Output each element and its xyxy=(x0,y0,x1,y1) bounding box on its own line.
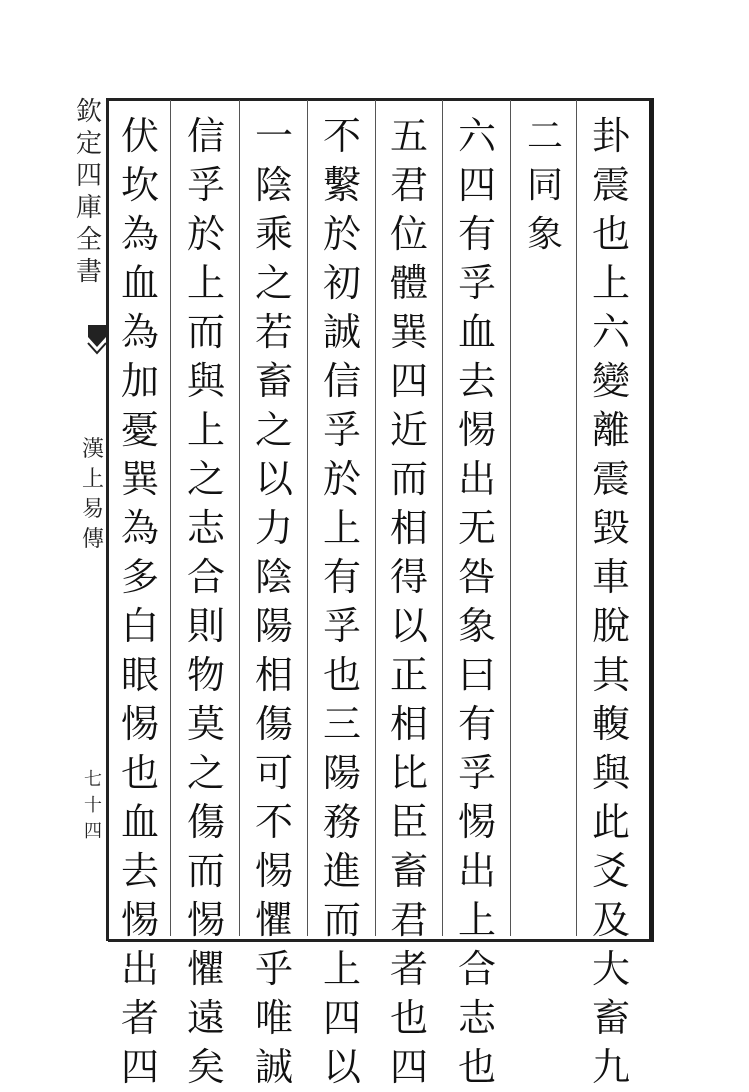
glyph: 信 xyxy=(186,114,225,158)
glyph: 惕 xyxy=(120,702,159,746)
glyph: 唯 xyxy=(254,996,293,1040)
glyph: 易 xyxy=(81,497,104,522)
glyph: 信 xyxy=(322,359,361,403)
glyph: 白 xyxy=(120,604,159,648)
glyph: 矣 xyxy=(186,1045,225,1089)
glyph: 去 xyxy=(457,359,496,403)
glyph: 為 xyxy=(120,310,159,354)
glyph: 莫 xyxy=(186,702,225,746)
glyph: 有 xyxy=(457,212,496,256)
glyph: 初 xyxy=(322,261,361,305)
glyph: 震 xyxy=(591,163,630,207)
folio-number: 七十四 xyxy=(84,769,102,842)
glyph: 書 xyxy=(75,257,102,287)
glyph: 傷 xyxy=(254,702,293,746)
glyph: 六 xyxy=(591,310,630,354)
glyph: 正 xyxy=(389,653,428,697)
glyph: 上 xyxy=(322,947,361,991)
glyph: 其 xyxy=(591,653,630,697)
glyph: 上 xyxy=(186,261,225,305)
glyph: 傷 xyxy=(186,800,225,844)
glyph: 陰 xyxy=(254,163,293,207)
glyph: 大 xyxy=(591,947,630,991)
glyph: 上 xyxy=(591,261,630,305)
glyph: 車 xyxy=(591,555,630,599)
glyph: 君 xyxy=(389,898,428,942)
glyph: 上 xyxy=(322,506,361,550)
glyph: 陽 xyxy=(254,604,293,648)
glyph: 近 xyxy=(389,408,428,452)
glyph: 務 xyxy=(322,800,361,844)
glyph: 惕 xyxy=(457,408,496,452)
glyph: 定 xyxy=(75,129,102,159)
glyph: 四 xyxy=(389,1045,428,1089)
glyph: 臣 xyxy=(389,800,428,844)
glyph: 坎 xyxy=(120,163,159,207)
glyph: 巽 xyxy=(120,457,159,501)
glyph: 陰 xyxy=(254,555,293,599)
glyph: 出 xyxy=(120,947,159,991)
glyph: 伏 xyxy=(120,114,159,158)
glyph: 乘 xyxy=(254,212,293,256)
glyph: 於 xyxy=(322,457,361,501)
glyph: 變 xyxy=(591,359,630,403)
glyph: 誠 xyxy=(322,310,361,354)
glyph: 二 xyxy=(526,116,563,157)
glyph: 象 xyxy=(457,604,496,648)
glyph: 上 xyxy=(186,408,225,452)
glyph: 傳 xyxy=(81,527,104,552)
glyph: 相 xyxy=(389,702,428,746)
glyph: 與 xyxy=(186,359,225,403)
column-rule xyxy=(510,100,511,936)
glyph: 无 xyxy=(457,506,496,550)
glyph: 君 xyxy=(389,163,428,207)
glyph: 有 xyxy=(457,702,496,746)
glyph: 以 xyxy=(254,457,293,501)
glyph: 輹 xyxy=(591,702,630,746)
glyph: 孚 xyxy=(186,163,225,207)
glyph: 則 xyxy=(186,604,225,648)
glyph: 卦 xyxy=(591,114,630,158)
glyph: 血 xyxy=(120,800,159,844)
glyph: 及 xyxy=(591,898,630,942)
glyph: 也 xyxy=(389,996,428,1040)
glyph: 為 xyxy=(120,212,159,256)
glyph: 而 xyxy=(389,457,428,501)
glyph: 而 xyxy=(186,310,225,354)
glyph: 也 xyxy=(591,212,630,256)
glyph: 以 xyxy=(389,604,428,648)
glyph: 繫 xyxy=(322,163,361,207)
glyph: 合 xyxy=(186,555,225,599)
glyph: 象 xyxy=(526,214,563,255)
glyph: 庫 xyxy=(75,193,102,223)
glyph: 孚 xyxy=(457,751,496,795)
glyph: 不 xyxy=(254,800,293,844)
glyph: 四 xyxy=(389,359,428,403)
glyph: 出 xyxy=(457,849,496,893)
glyph: 同 xyxy=(526,165,563,206)
glyph: 比 xyxy=(389,751,428,795)
glyph: 也 xyxy=(120,751,159,795)
glyph: 者 xyxy=(389,947,428,991)
fish-tail-mark xyxy=(86,323,108,363)
text-column-4 xyxy=(381,112,437,1092)
glyph: 而 xyxy=(322,898,361,942)
glyph: 之 xyxy=(254,408,293,452)
glyph: 乎 xyxy=(254,947,293,991)
glyph: 孚 xyxy=(322,408,361,452)
glyph: 惕 xyxy=(457,800,496,844)
glyph: 以 xyxy=(322,1045,361,1089)
glyph: 可 xyxy=(254,751,293,795)
column-rule xyxy=(170,100,171,936)
column-rule xyxy=(239,100,240,936)
glyph: 毀 xyxy=(591,506,630,550)
glyph: 孚 xyxy=(322,604,361,648)
glyph: 上 xyxy=(457,898,496,942)
glyph: 位 xyxy=(389,212,428,256)
column-rule xyxy=(442,100,443,936)
glyph: 不 xyxy=(322,114,361,158)
glyph: 曰 xyxy=(457,653,496,697)
glyph: 三 xyxy=(322,702,361,746)
glyph: 相 xyxy=(389,506,428,550)
glyph: 漢 xyxy=(81,437,104,462)
glyph: 於 xyxy=(322,212,361,256)
glyph: 志 xyxy=(186,506,225,550)
glyph: 合 xyxy=(457,947,496,991)
glyph: 惕 xyxy=(186,898,225,942)
glyph: 上 xyxy=(81,467,104,492)
glyph: 震 xyxy=(591,457,630,501)
glyph: 為 xyxy=(120,506,159,550)
glyph: 加 xyxy=(120,359,159,403)
glyph: 四 xyxy=(322,996,361,1040)
glyph: 畜 xyxy=(591,996,630,1040)
text-column-3 xyxy=(449,112,505,1092)
text-column-6 xyxy=(246,112,302,1092)
glyph: 出 xyxy=(457,457,496,501)
glyph: 五 xyxy=(389,114,428,158)
glyph: 與 xyxy=(591,751,630,795)
text-column-5 xyxy=(314,112,370,1092)
glyph: 志 xyxy=(457,996,496,1040)
glyph: 惕 xyxy=(254,849,293,893)
glyph: 之 xyxy=(186,751,225,795)
column-rule xyxy=(576,100,577,936)
glyph: 遠 xyxy=(186,996,225,1040)
glyph: 懼 xyxy=(186,947,225,991)
glyph: 陽 xyxy=(322,751,361,795)
glyph: 也 xyxy=(322,653,361,697)
glyph: 六 xyxy=(457,114,496,158)
glyph: 若 xyxy=(254,310,293,354)
glyph: 一 xyxy=(254,114,293,158)
glyph: 全 xyxy=(75,225,102,255)
glyph: 懼 xyxy=(254,898,293,942)
glyph: 進 xyxy=(322,849,361,893)
column-rule xyxy=(375,100,376,936)
glyph: 咎 xyxy=(457,555,496,599)
glyph: 相 xyxy=(254,653,293,697)
glyph: 物 xyxy=(186,653,225,697)
glyph: 憂 xyxy=(120,408,159,452)
glyph: 力 xyxy=(254,506,293,550)
glyph: 眼 xyxy=(120,653,159,697)
text-column-1 xyxy=(583,112,639,1092)
glyph: 四 xyxy=(75,161,102,191)
glyph: 之 xyxy=(254,261,293,305)
text-column-7 xyxy=(178,112,234,1092)
glyph: 脫 xyxy=(591,604,630,648)
book-title xyxy=(80,435,106,555)
glyph: 之 xyxy=(186,457,225,501)
glyph: 惕 xyxy=(120,898,159,942)
glyph: 九 xyxy=(591,1045,630,1089)
column-rule xyxy=(307,100,308,936)
glyph: 爻 xyxy=(591,849,630,893)
glyph: 四 xyxy=(457,163,496,207)
glyph: 也 xyxy=(457,1045,496,1089)
glyph: 去 xyxy=(120,849,159,893)
glyph: 於 xyxy=(186,212,225,256)
text-column-8 xyxy=(112,112,168,1092)
glyph: 血 xyxy=(457,310,496,354)
glyph: 多 xyxy=(120,555,159,599)
glyph: 者 xyxy=(120,996,159,1040)
glyph: 而 xyxy=(186,849,225,893)
glyph: 畜 xyxy=(389,849,428,893)
glyph: 離 xyxy=(591,408,630,452)
library-title xyxy=(74,96,104,288)
glyph: 四 xyxy=(120,1045,159,1089)
page-border-left xyxy=(106,98,109,941)
glyph: 血 xyxy=(120,261,159,305)
glyph: 得 xyxy=(389,555,428,599)
glyph: 誠 xyxy=(254,1045,293,1089)
glyph: 巽 xyxy=(389,310,428,354)
glyph: 體 xyxy=(389,261,428,305)
glyph: 孚 xyxy=(457,261,496,305)
glyph: 此 xyxy=(591,800,630,844)
glyph: 有 xyxy=(322,555,361,599)
glyph: 欽 xyxy=(75,97,102,127)
text-column-2 xyxy=(517,112,573,259)
glyph: 畜 xyxy=(254,359,293,403)
